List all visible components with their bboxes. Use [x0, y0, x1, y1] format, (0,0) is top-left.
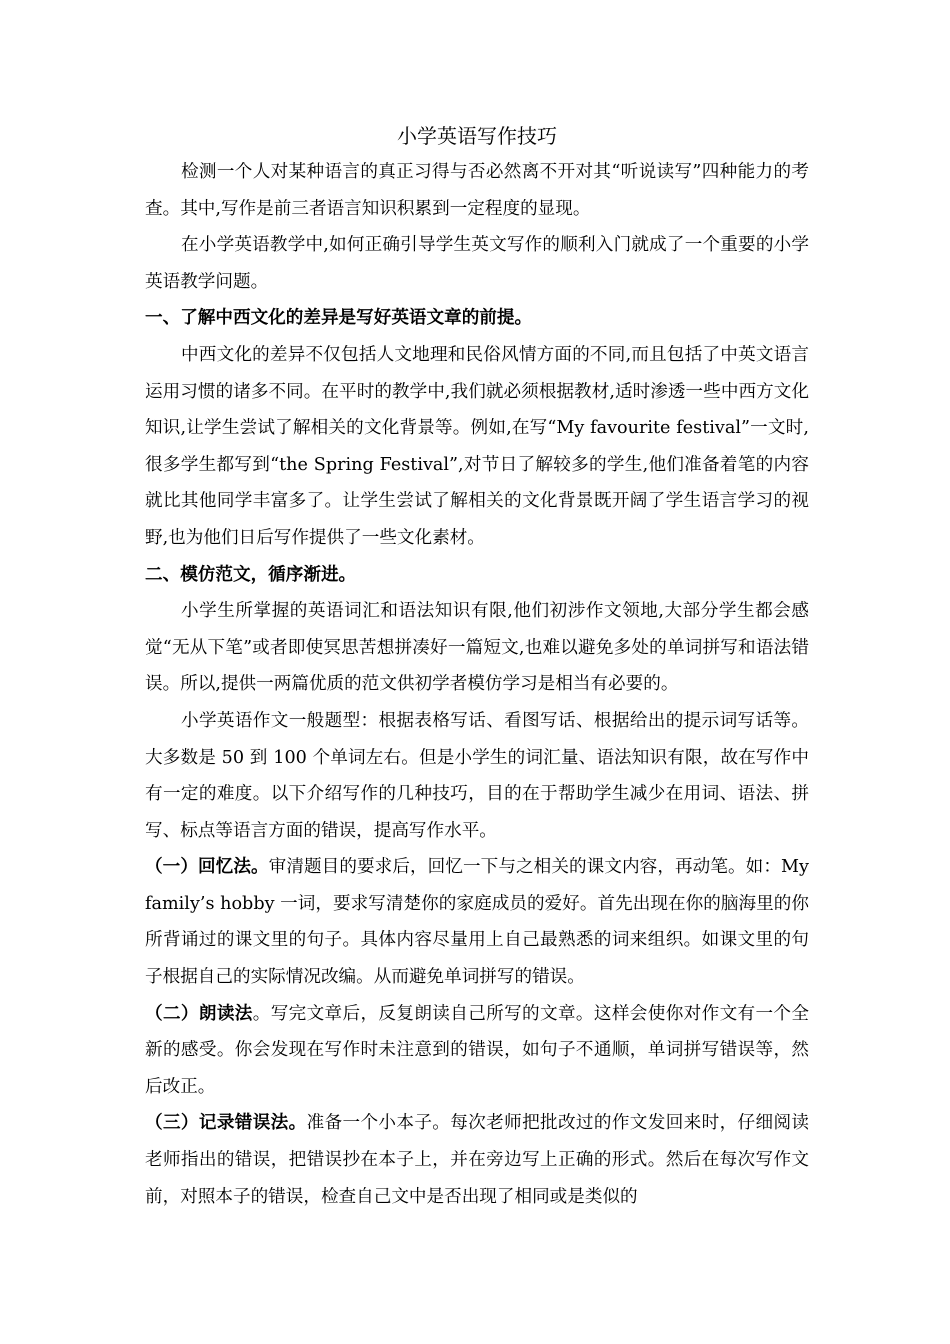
method-1-paragraph: [145, 849, 809, 995]
method-1-label: （一）回忆法。: [145, 856, 269, 878]
intro-paragraph-2: 在小学英语教学中,如何正确引导学生英文写作的顺利入门就成了一个重要的小学英语教学问题。: [145, 235, 809, 292]
section-1-heading: 一、了解中西文化的差异是写好英语文章的前提。: [145, 307, 533, 329]
intro-paragraph-1: 检测一个人对某种语言的真正习得与否必然离不开对其“听说读写”四种能力的考查。其中,写作是前三者语言知识积累到一定程度的显现。: [145, 162, 809, 219]
section-2-paragraph-1: 小学生所掌握的英语词汇和语法知识有限,他们初涉作文领地,大部分学生都会感觉“无从下笔”或者即使冥思苦想拼凑好一篇短文,也难以避免多处的单词拼写和语法错误。所以,提供一两篇优质的范文供初学者模仿学习是相当有必要的。: [145, 601, 809, 695]
document-body: [145, 118, 809, 1215]
method-2-label: （二）朗读法: [145, 1002, 253, 1024]
method-2-text: 。写完文章后，反复朗读自己所写的文章。这样会使你对作文有一个全新的感受。你会发现在写作时未注意到的错误，如句子不通顺，单词拼写错误等，然后改正。: [145, 1003, 809, 1097]
section-2-heading: 二、模仿范文，循序渐进。: [145, 563, 357, 585]
section-2-paragraph-2: 小学英语作文一般题型：根据表格写话、看图写话、根据给出的提示词写话等。大多数是 50 到 100 个单词左右。但是小学生的词汇量、语法知识有限，故在写作中有一定的难度。以下介绍写作的几种技巧，目的在于帮助学生减少在用词、语法、拼写、标点等语言方面的错误，提高写作水平。: [145, 710, 809, 841]
section-1-paragraph: 中西文化的差异不仅包括人文地理和民俗风情方面的不同,而且包括了中英文语言运用习惯的诸多不同。在平时的教学中,我们就必须根据教材,适时渗透一些中西方文化知识,让学生尝试了解相关的文化背景等。例如,在写“My favourite festival”一文时,很多学生都写到“the Spring Festival”,对节日了解较多的学生,他们准备着笔的内容就比其他同学丰富多了。让学生尝试了解相关的文化背景既开阔了学生语言学习的视野,也为他们日后写作提供了一些文化素材。: [145, 344, 809, 548]
method-3-label: （三）记录错误法。: [145, 1112, 307, 1134]
method-3-text: 准备一个小本子。每次老师把批改过的作文发回来时，仔细阅读老师指出的错误，把错误抄在本子上，并在旁边写上正确的形式。然后在每次写作文前，对照本子的错误，检查自己文中是否出现了相同或是类似的: [145, 1113, 809, 1207]
method-2-paragraph: [145, 996, 809, 1106]
method-1-text: 审清题目的要求后，回忆一下与之相关的课文内容，再动笔。如：My family’s hobby 一词，要求写清楚你的家庭成员的爱好。首先出现在你的脑海里的你所背诵过的课文里的句子。具体内容尽量用上自己最熟悉的词来组织。如课文里的句子根据自己的实际情况改编。从而避免单词拼写的错误。: [145, 857, 809, 988]
document-title: 小学英语写作技巧: [397, 124, 557, 148]
method-3-paragraph: [145, 1105, 809, 1215]
